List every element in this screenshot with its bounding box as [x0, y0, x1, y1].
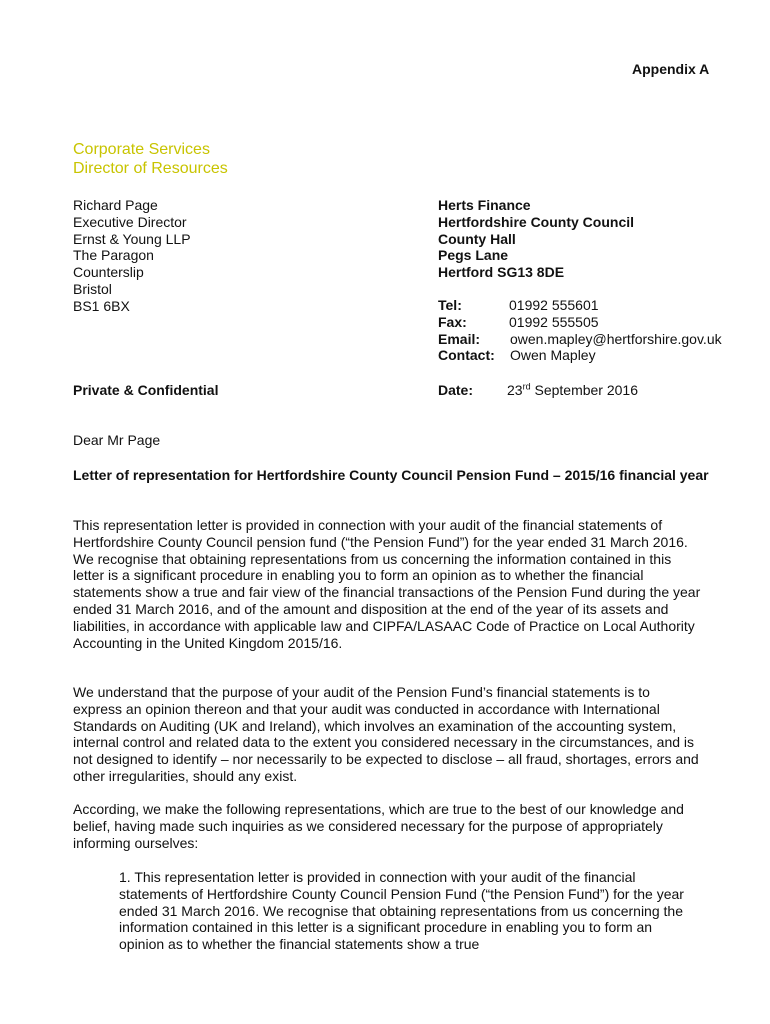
fax-value: 01992 555505 [509, 313, 599, 330]
recipient-line: Counterslip [73, 264, 144, 281]
letter-subject: Letter of representation for Hertfordshire County Council Pension Fund – 2015/16 financial year [73, 467, 709, 483]
date-label: Date: [438, 382, 474, 398]
recipient-line: The Paragon [73, 247, 154, 264]
paragraph-purpose: We understand that the purpose of your audit of the Pension Fund’s financial statements is to express an opinion thereon and that your audit was conducted in accordance with International Standards on Auditing (UK and Ireland), which involves an examination of the accounting system, internal control and related data to the extent you considered necessary in the circumstances, and is not designed to identify – nor necessarily to be expected to disclose – all fraud, shortages, errors and other irregularities, should any exist. [73, 684, 699, 784]
contact-value: Owen Mapley [510, 347, 596, 364]
paragraph-intro: This representation letter is provided in connection with your audit of the financial statements of Hertfordshire County Council pension fund (“the Pension Fund”) for the year ended 31 March 2016. We recognise that obtaining representations from us concerning the information contained in this letter is a significant procedure in enabling you to form an opinion as to whether the financial statements show a true and fair view of the financial transactions of the Pension Fund during the year ended 31 March 2016, and of the amount and disposition at the end of the year of its assets and liabilities, in accordance with applicable law and CIPFA/LASAAC Code of Practice on Local Authority Accounting in the United Kingdom 2015/16. [73, 517, 701, 651]
date-suffix: rd [522, 381, 531, 392]
fax-label: Fax: [438, 313, 467, 330]
date-day: 23 [507, 382, 523, 398]
recipient-line: Bristol [73, 280, 112, 297]
fax-row [438, 314, 722, 331]
recipient-line: Richard Page [73, 197, 158, 213]
contact-label: Contact: [438, 347, 495, 364]
sender-line: Hertfordshire County Council [438, 213, 635, 230]
tel-value: 01992 555601 [509, 297, 599, 313]
date-rest: September 2016 [530, 382, 638, 398]
salutation: Dear Mr Page [73, 432, 161, 448]
department-title: Director of Resources [73, 160, 228, 177]
recipient-line: Ernst & Young LLP [73, 230, 191, 247]
tel-row [438, 297, 722, 314]
numbered-item-1: 1. This representation letter is provided in connection with your audit of the financial statements of Hertfordshire County Council Pension Fund (“the Pension Fund”) for the year ended 31 March 2016. We recognise that obtaining representations from us concerning the information contained in this letter is a significant procedure in enabling you to form an opinion as to whether the financial statements show a true [119, 869, 684, 953]
date-row [438, 382, 638, 398]
tel-label: Tel: [438, 297, 462, 313]
paragraph-representations: According, we make the following representations, which are true to the best of our knowledge and belief, having made such inquiries as we considered necessary for the purpose of appropriately informing ourselves: [73, 801, 684, 851]
sender-line: County Hall [438, 230, 516, 247]
email-row [438, 331, 722, 348]
sender-line: Herts Finance [438, 197, 531, 213]
sender-line: Pegs Lane [438, 247, 509, 264]
sender-line: Hertford SG13 8DE [438, 264, 565, 281]
recipient-line: BS1 6BX [73, 297, 130, 314]
appendix-label: Appendix A [632, 61, 710, 77]
department-name: Corporate Services [73, 141, 210, 158]
contact-details [438, 297, 722, 364]
email-label: Email: [438, 330, 481, 347]
confidential-label: Private & Confidential [73, 382, 219, 398]
date-value [507, 382, 638, 398]
email-value: owen.mapley@hertforshire.gov.uk [510, 330, 722, 347]
sender-address [438, 197, 634, 281]
recipient-address [73, 197, 191, 315]
recipient-line: Executive Director [73, 213, 187, 230]
contact-row [438, 347, 722, 364]
